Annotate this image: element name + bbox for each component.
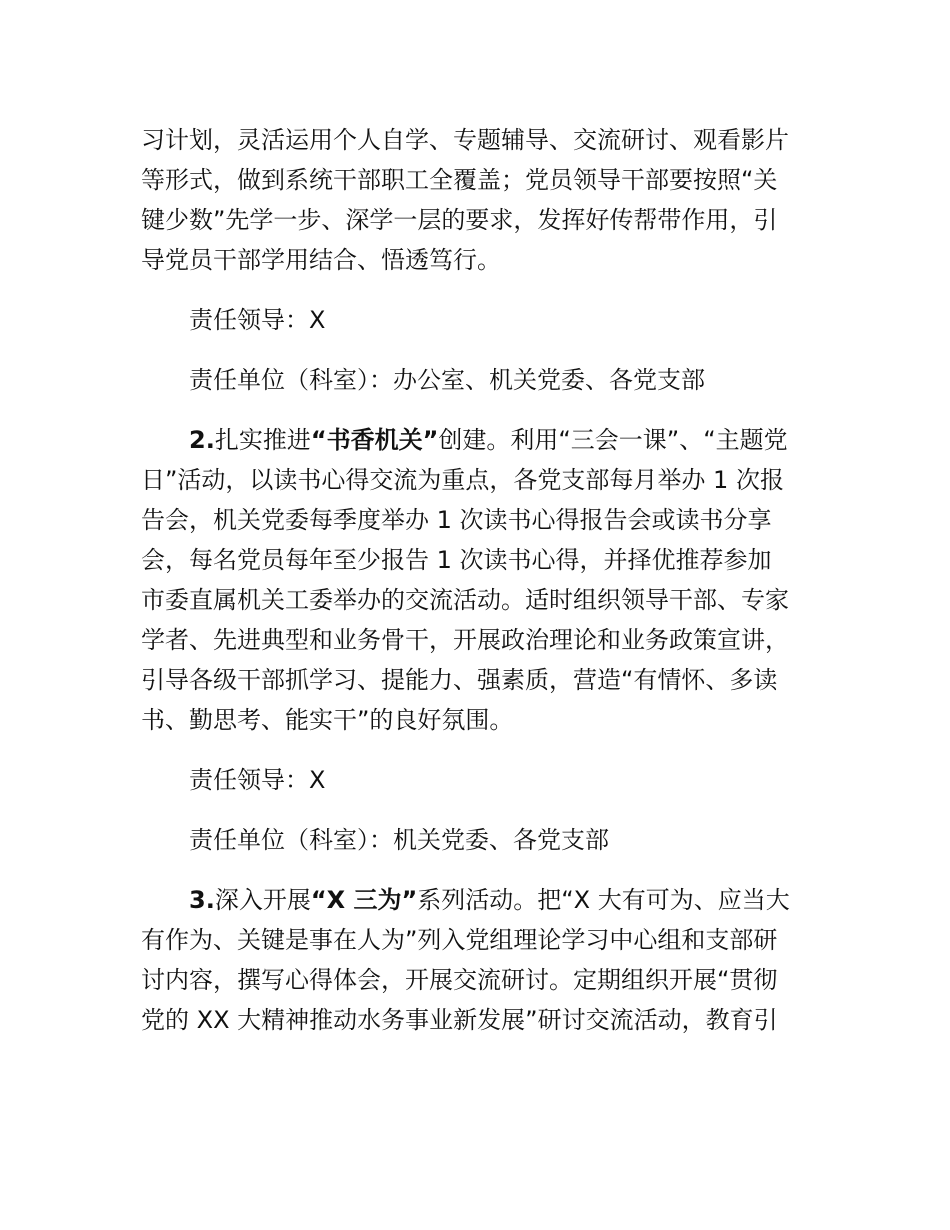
text-line: 市委直属机关工委举办的交流活动。适时组织领导干部、专家 [141,586,789,614]
text-line: 日”活动，以读书心得交流为重点，各党支部每月举办 1 次报 [141,466,784,494]
text-line: 引导各级干部抓学习、提能力、强素质，营造“有情怀、多读 [141,666,778,694]
responsible-leader: 责任领导：X [189,306,326,334]
text-line: 告会，机关党委每季度举办 1 次读书心得报告会或读书分享 [141,506,772,534]
item-number: 2. [189,426,215,454]
text-line: 键少数”先学一步、深学一层的要求，发挥好传帮带作用，引 [141,206,778,234]
text-line: 等形式，做到系统干部职工全覆盖；党员领导干部要按照“关 [141,166,778,194]
item-title: “书香机关” [310,426,439,454]
text-line: 书、勤思考、能实干”的良好氛围。 [141,706,514,734]
text-line: 导党员干部学用结合、悟透笃行。 [141,246,501,274]
item-title: “X 三为” [310,886,418,914]
text-line: 讨内容，撰写心得体会，开展交流研讨。定期组织开展“贯彻 [141,966,778,994]
text-line: 习计划，灵活运用个人自学、专题辅导、交流研讨、观看影片 [141,126,789,154]
responsible-leader: 责任领导：X [189,766,326,794]
paragraph-1 [141,120,821,280]
item-lead-text: 深入开展 [214,886,311,914]
item-3 [141,880,821,1040]
text-line: 学者、先进典型和业务骨干，开展政治理论和业务政策宣讲， [141,626,789,654]
item-heading-rest: 系列活动。把“X 大有可为、应当大 [417,886,790,914]
item-lead-text: 扎实推进 [214,426,311,454]
item-heading [141,880,821,920]
item-2 [141,420,821,740]
text-line: 有作为、关键是事在人为”列入党组理论学习中心组和支部研 [141,926,778,954]
responsible-unit: 责任单位（科室）：办公室、机关党委、各党支部 [189,366,705,394]
document-page [141,120,821,1040]
item-heading-rest: 创建。利用“三会一课”、“主题党 [438,426,788,454]
item-number: 3. [189,886,215,914]
text-line: 党的 XX 大精神推动水务事业新发展”研讨交流活动，教育引 [141,1006,778,1034]
responsible-unit: 责任单位（科室）：机关党委、各党支部 [189,826,609,854]
text-line: 会，每名党员每年至少报告 1 次读书心得，并择优推荐参加 [141,546,772,574]
item-heading [141,420,821,460]
